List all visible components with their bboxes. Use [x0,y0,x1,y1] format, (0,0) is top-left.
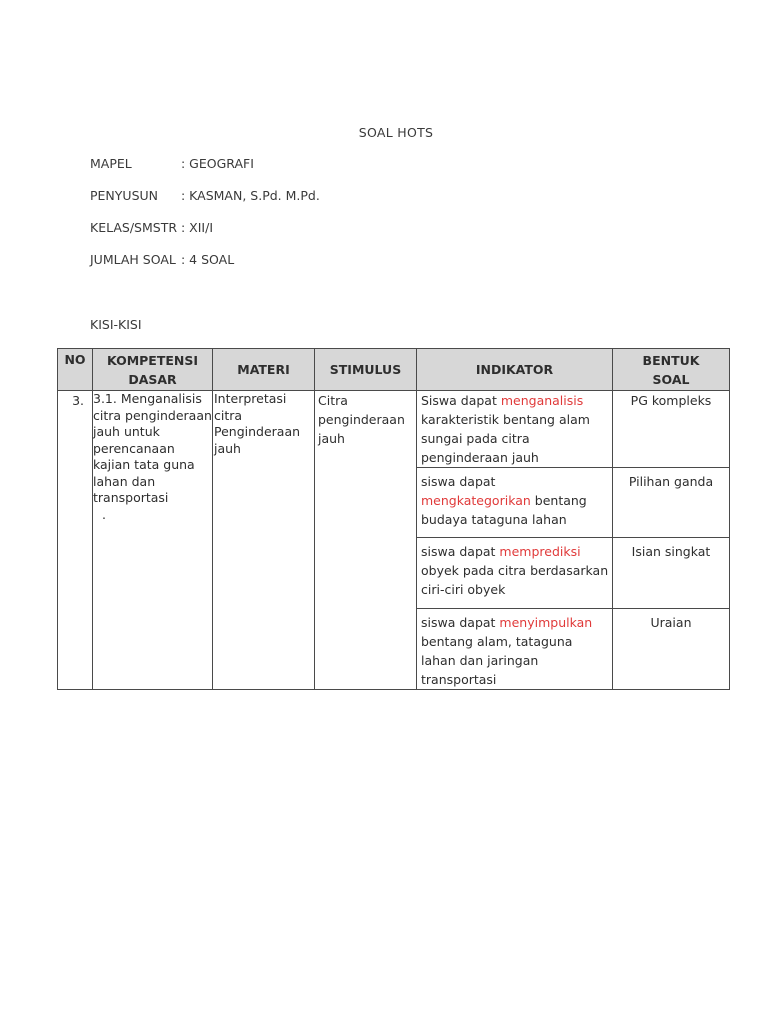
cell-bentuk-soal: Isian singkat [613,538,730,609]
meta-jumlah-soal [90,252,234,267]
meta-label: JUMLAH SOAL [90,252,176,267]
section-heading: KISI-KISI [90,317,142,332]
meta-value: : GEOGRAFI [181,156,254,171]
cell-kompetensi [93,391,213,690]
header-stimulus: STIMULUS [315,349,417,391]
header-bentuk-line2: SOAL [652,371,690,387]
meta-label: PENYUSUN [90,188,159,203]
cell-no: 3. [58,391,93,690]
cell-bentuk-soal: PG kompleks [613,391,730,468]
cell-indikator [417,609,613,690]
header-kompetensi [93,349,213,391]
indikator-keyword: menyimpulkan [499,615,593,630]
cell-indikator [417,391,613,468]
kompetensi-dot: . [102,506,106,522]
header-no: NO [58,349,93,391]
meta-penyusun [90,188,320,203]
meta-value: : KASMAN, S.Pd. M.Pd. [181,188,320,203]
indikator-pre: Siswa dapat [421,393,501,408]
cell-materi: Interpretasi citra Penginderaan jauh [213,391,315,690]
indikator-pre: siswa dapat [421,615,500,630]
indikator-pre: siswa dapat [421,544,500,559]
cell-indikator [417,468,613,538]
header-bentuk-soal [613,349,730,391]
kompetensi-text: 3.1. Menganalisis citra penginderaan jauh untuk perencanaan kajian tata guna lahan dan transportasi [93,391,212,505]
cell-indikator [417,538,613,609]
meta-label: KELAS/SMSTR [90,220,178,235]
page-title: SOAL HOTS [358,125,434,140]
meta-value: : XII/I [181,220,214,235]
cell-bentuk-soal: Uraian [613,609,730,690]
table-header-row [58,349,730,391]
indikator-post: karakteristik bentang alam sungai pada citra penginderaan jauh [421,412,590,465]
indikator-post: bentang budaya tataguna lahan [421,493,587,527]
indikator-post: obyek pada citra berdasarkan ciri-ciri obyek [421,563,609,597]
header-kompetensi-line2: DASAR [128,371,177,387]
indikator-keyword: mengkategorikan [421,493,531,508]
header-indikator: INDIKATOR [417,349,613,391]
meta-mapel [90,156,254,171]
table-row [58,391,730,468]
kisi-kisi-table [57,348,730,690]
meta-value: : 4 SOAL [181,252,235,267]
cell-stimulus: Citra penginderaan jauh [315,391,417,690]
meta-label: MAPEL [90,156,132,171]
indikator-pre: siswa dapat [421,474,496,489]
cell-bentuk-soal: Pilihan ganda [613,468,730,538]
header-bentuk-line1: BENTUK [642,352,700,368]
header-materi: MATERI [213,349,315,391]
indikator-keyword: memprediksi [499,544,581,559]
header-kompetensi-line1: KOMPETENSI [106,352,199,368]
indikator-keyword: menganalisis [500,393,584,408]
indikator-post: bentang alam, tataguna lahan dan jaringan transportasi [421,634,573,687]
meta-kelas [90,220,213,235]
